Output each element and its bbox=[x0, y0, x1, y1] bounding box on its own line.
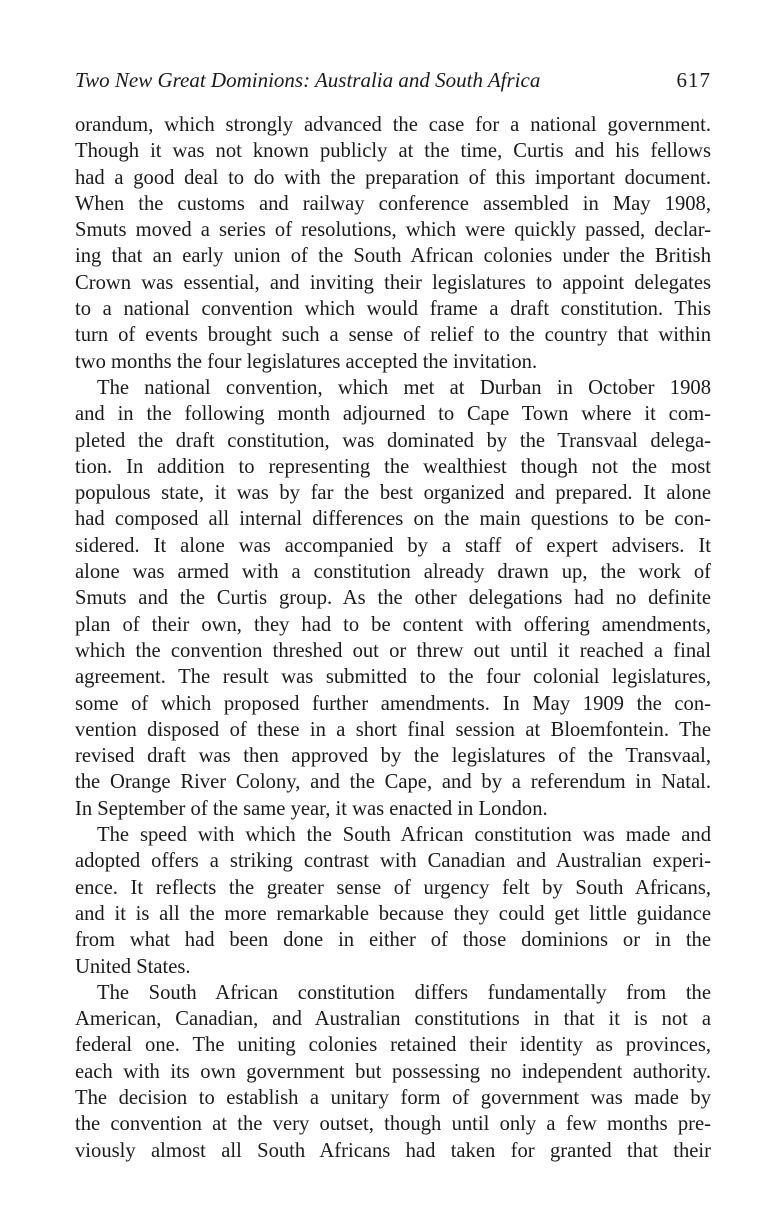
text-line: agreement. The result was submitted to the four colonial legislatures, bbox=[75, 666, 711, 689]
text-line: plan of their own, they had to be content with offering amendments, bbox=[75, 613, 711, 636]
text-line: American, Canadian, and Australian constitutions in that it is not a bbox=[75, 1008, 711, 1031]
text-line: Smuts moved a series of resolutions, which were quickly passed, declar- bbox=[75, 219, 711, 242]
page-number: 617 bbox=[676, 68, 711, 92]
text-line: from what had been done in either of those dominions or in the bbox=[75, 929, 711, 952]
text-line: When the customs and railway conference assembled in May 1908, bbox=[75, 192, 711, 215]
text-line: Crown was essential, and inviting their legislatures to appoint delegates bbox=[75, 271, 711, 294]
text-line: each with its own government but possessing no independent authority. bbox=[75, 1060, 711, 1083]
text-line: ence. It reflects the greater sense of urgency felt by South Africans, bbox=[75, 876, 711, 899]
text-line: viously almost all South Africans had taken for granted that their bbox=[75, 1139, 711, 1162]
text-line: which the convention threshed out or threw out until it reached a final bbox=[75, 639, 711, 662]
text-line: The national convention, which met at Durban in October 1908 bbox=[97, 376, 711, 399]
text-line: sidered. It alone was accompanied by a staff of expert advisers. It bbox=[75, 534, 711, 557]
text-line: The South African constitution differs fundamentally from the bbox=[97, 981, 711, 1004]
paragraph bbox=[75, 980, 711, 1164]
body-text bbox=[75, 112, 711, 1164]
text-line: In September of the same year, it was enacted in London. bbox=[75, 797, 548, 820]
text-line: tion. In addition to representing the wealthiest though not the most bbox=[75, 455, 711, 478]
text-line: pleted the draft constitution, was dominated by the Transvaal delega- bbox=[75, 429, 711, 452]
running-head bbox=[75, 64, 711, 96]
running-head-title: Two New Great Dominions: Australia and South Africa bbox=[75, 68, 541, 92]
text-line: some of which proposed further amendments. In May 1909 the con- bbox=[75, 692, 711, 715]
text-line: The decision to establish a unitary form of government was made by bbox=[75, 1086, 711, 1109]
text-line: Smuts and the Curtis group. As the other delegations had no definite bbox=[75, 587, 711, 610]
text-line: Though it was not known publicly at the time, Curtis and his fellows bbox=[75, 140, 711, 163]
text-line: turn of events brought such a sense of relief to the country that within bbox=[75, 324, 711, 347]
text-line: and in the following month adjourned to Cape Town where it com- bbox=[75, 403, 711, 426]
paragraph bbox=[75, 822, 711, 980]
text-line: the convention at the very outset, though until only a few months pre- bbox=[75, 1113, 711, 1136]
text-line: alone was armed with a constitution already drawn up, the work of bbox=[75, 561, 711, 584]
text-line: revised draft was then approved by the legislatures of the Transvaal, bbox=[75, 745, 711, 768]
text-line: had a good deal to do with the preparation of this important document. bbox=[75, 166, 711, 189]
text-line: and it is all the more remarkable because they could get little guidance bbox=[75, 902, 711, 925]
paragraph bbox=[75, 112, 711, 375]
text-line: The speed with which the South African constitution was made and bbox=[97, 824, 711, 847]
text-line: federal one. The uniting colonies retained their identity as provinces, bbox=[75, 1034, 711, 1057]
text-line: to a national convention which would frame a draft constitution. This bbox=[75, 298, 711, 321]
text-line: adopted offers a striking contrast with Canadian and Australian experi- bbox=[75, 850, 711, 873]
text-line: had composed all internal differences on the main questions to be con- bbox=[75, 508, 711, 531]
text-line: the Orange River Colony, and the Cape, and by a referendum in Natal. bbox=[75, 771, 711, 794]
text-line: orandum, which strongly advanced the case for a national government. bbox=[75, 114, 711, 136]
text-line: ing that an early union of the South African colonies under the British bbox=[75, 245, 711, 268]
paragraph bbox=[75, 375, 711, 822]
text-line: two months the four legislatures accepted the invitation. bbox=[75, 350, 538, 373]
text-line: United States. bbox=[75, 955, 191, 978]
text-line: vention disposed of these in a short final session at Bloemfontein. The bbox=[75, 718, 711, 741]
text-line: populous state, it was by far the best organized and prepared. It alone bbox=[75, 482, 711, 505]
